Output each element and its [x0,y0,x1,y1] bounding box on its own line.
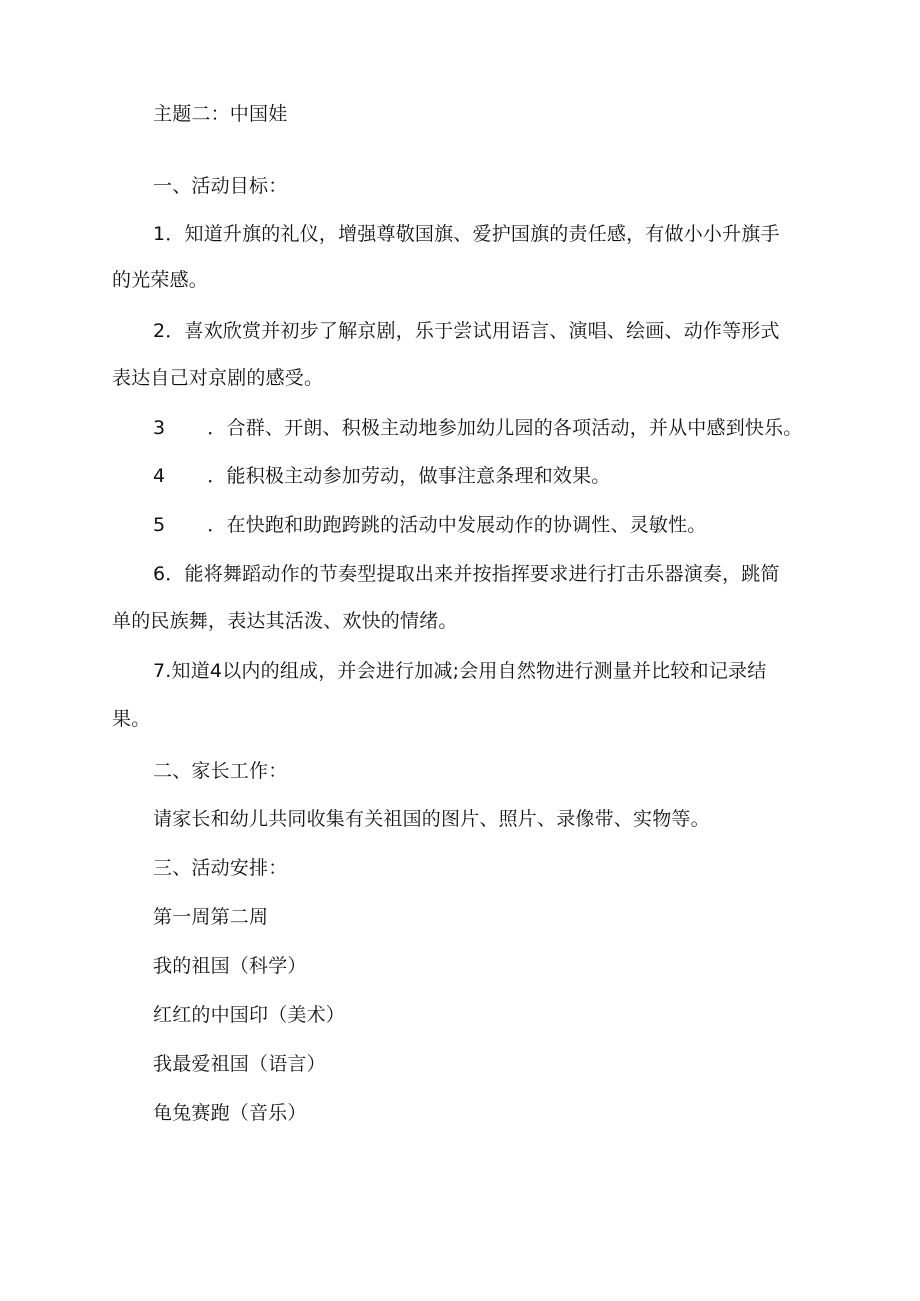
goal-item-6-continuation: 单的民族舞，表达其活泼、欢快的情绪。 [112,610,458,632]
goal-text: ．喜欢欣赏并初步了解京剧，乐于尝试用语言、演唱、绘画、动作等形式 [165,320,780,342]
goal-item-2-continuation: 表达自己对京剧的感受。 [112,367,324,389]
section-heading-schedule: 三、活动安排： [153,857,288,879]
goal-item-5 [153,511,707,539]
goal-item-7 [153,657,766,685]
goal-item-2 [153,317,780,345]
goal-number: 6 [153,563,166,585]
goal-item-6 [153,560,780,588]
goal-item-7-continuation: 果。 [112,708,151,730]
goal-text: ．能积极主动参加劳动，做事注意条理和效果。 [207,465,611,487]
activity-item-4: 龟兔赛跑（音乐） [153,1102,307,1124]
goal-text: ．能将舞蹈动作的节奏型提取出来并按指挥要求进行打击乐器演奏，跳简 [165,563,780,585]
goal-number: 2 [153,320,166,342]
schedule-weeks: 第一周第二周 [153,906,269,928]
parents-work-text: 请家长和幼儿共同收集有关祖国的图片、照片、录像带、实物等。 [153,808,710,830]
goal-number: 4 [153,465,166,487]
goal-text: 知道4以内的组成，并会进行加减;会用自然物进行测量并比较和记录结 [171,660,767,682]
goal-number: 5 [153,514,166,536]
theme-title: 主题二：中国娃 [153,103,288,125]
section-heading-parents: 二、家长工作： [153,760,288,782]
activity-item-3: 我最爱祖国（语言） [153,1053,326,1075]
activity-item-1: 我的祖国（科学） [153,955,307,977]
activity-item-2: 红红的中国印（美术） [153,1004,346,1026]
goal-number: 3 [153,417,166,439]
goal-item-3 [153,414,803,442]
goal-item-4 [153,462,611,490]
goal-text: ．合群、开朗、积极主动地参加幼儿园的各项活动，并从中感到快乐。 [207,417,803,439]
goal-text: ．在快跑和助跑跨跳的活动中发展动作的协调性、灵敏性。 [207,514,707,536]
section-heading-goals: 一、活动目标： [153,175,288,197]
goal-item-1 [153,220,780,248]
goal-number: 7. [153,660,172,682]
goal-item-1-continuation: 的光荣感。 [112,269,209,291]
goal-text: ．知道升旗的礼仪，增强尊敬国旗、爱护国旗的责任感，有做小小升旗手 [165,223,780,245]
goal-number: 1 [153,223,166,245]
